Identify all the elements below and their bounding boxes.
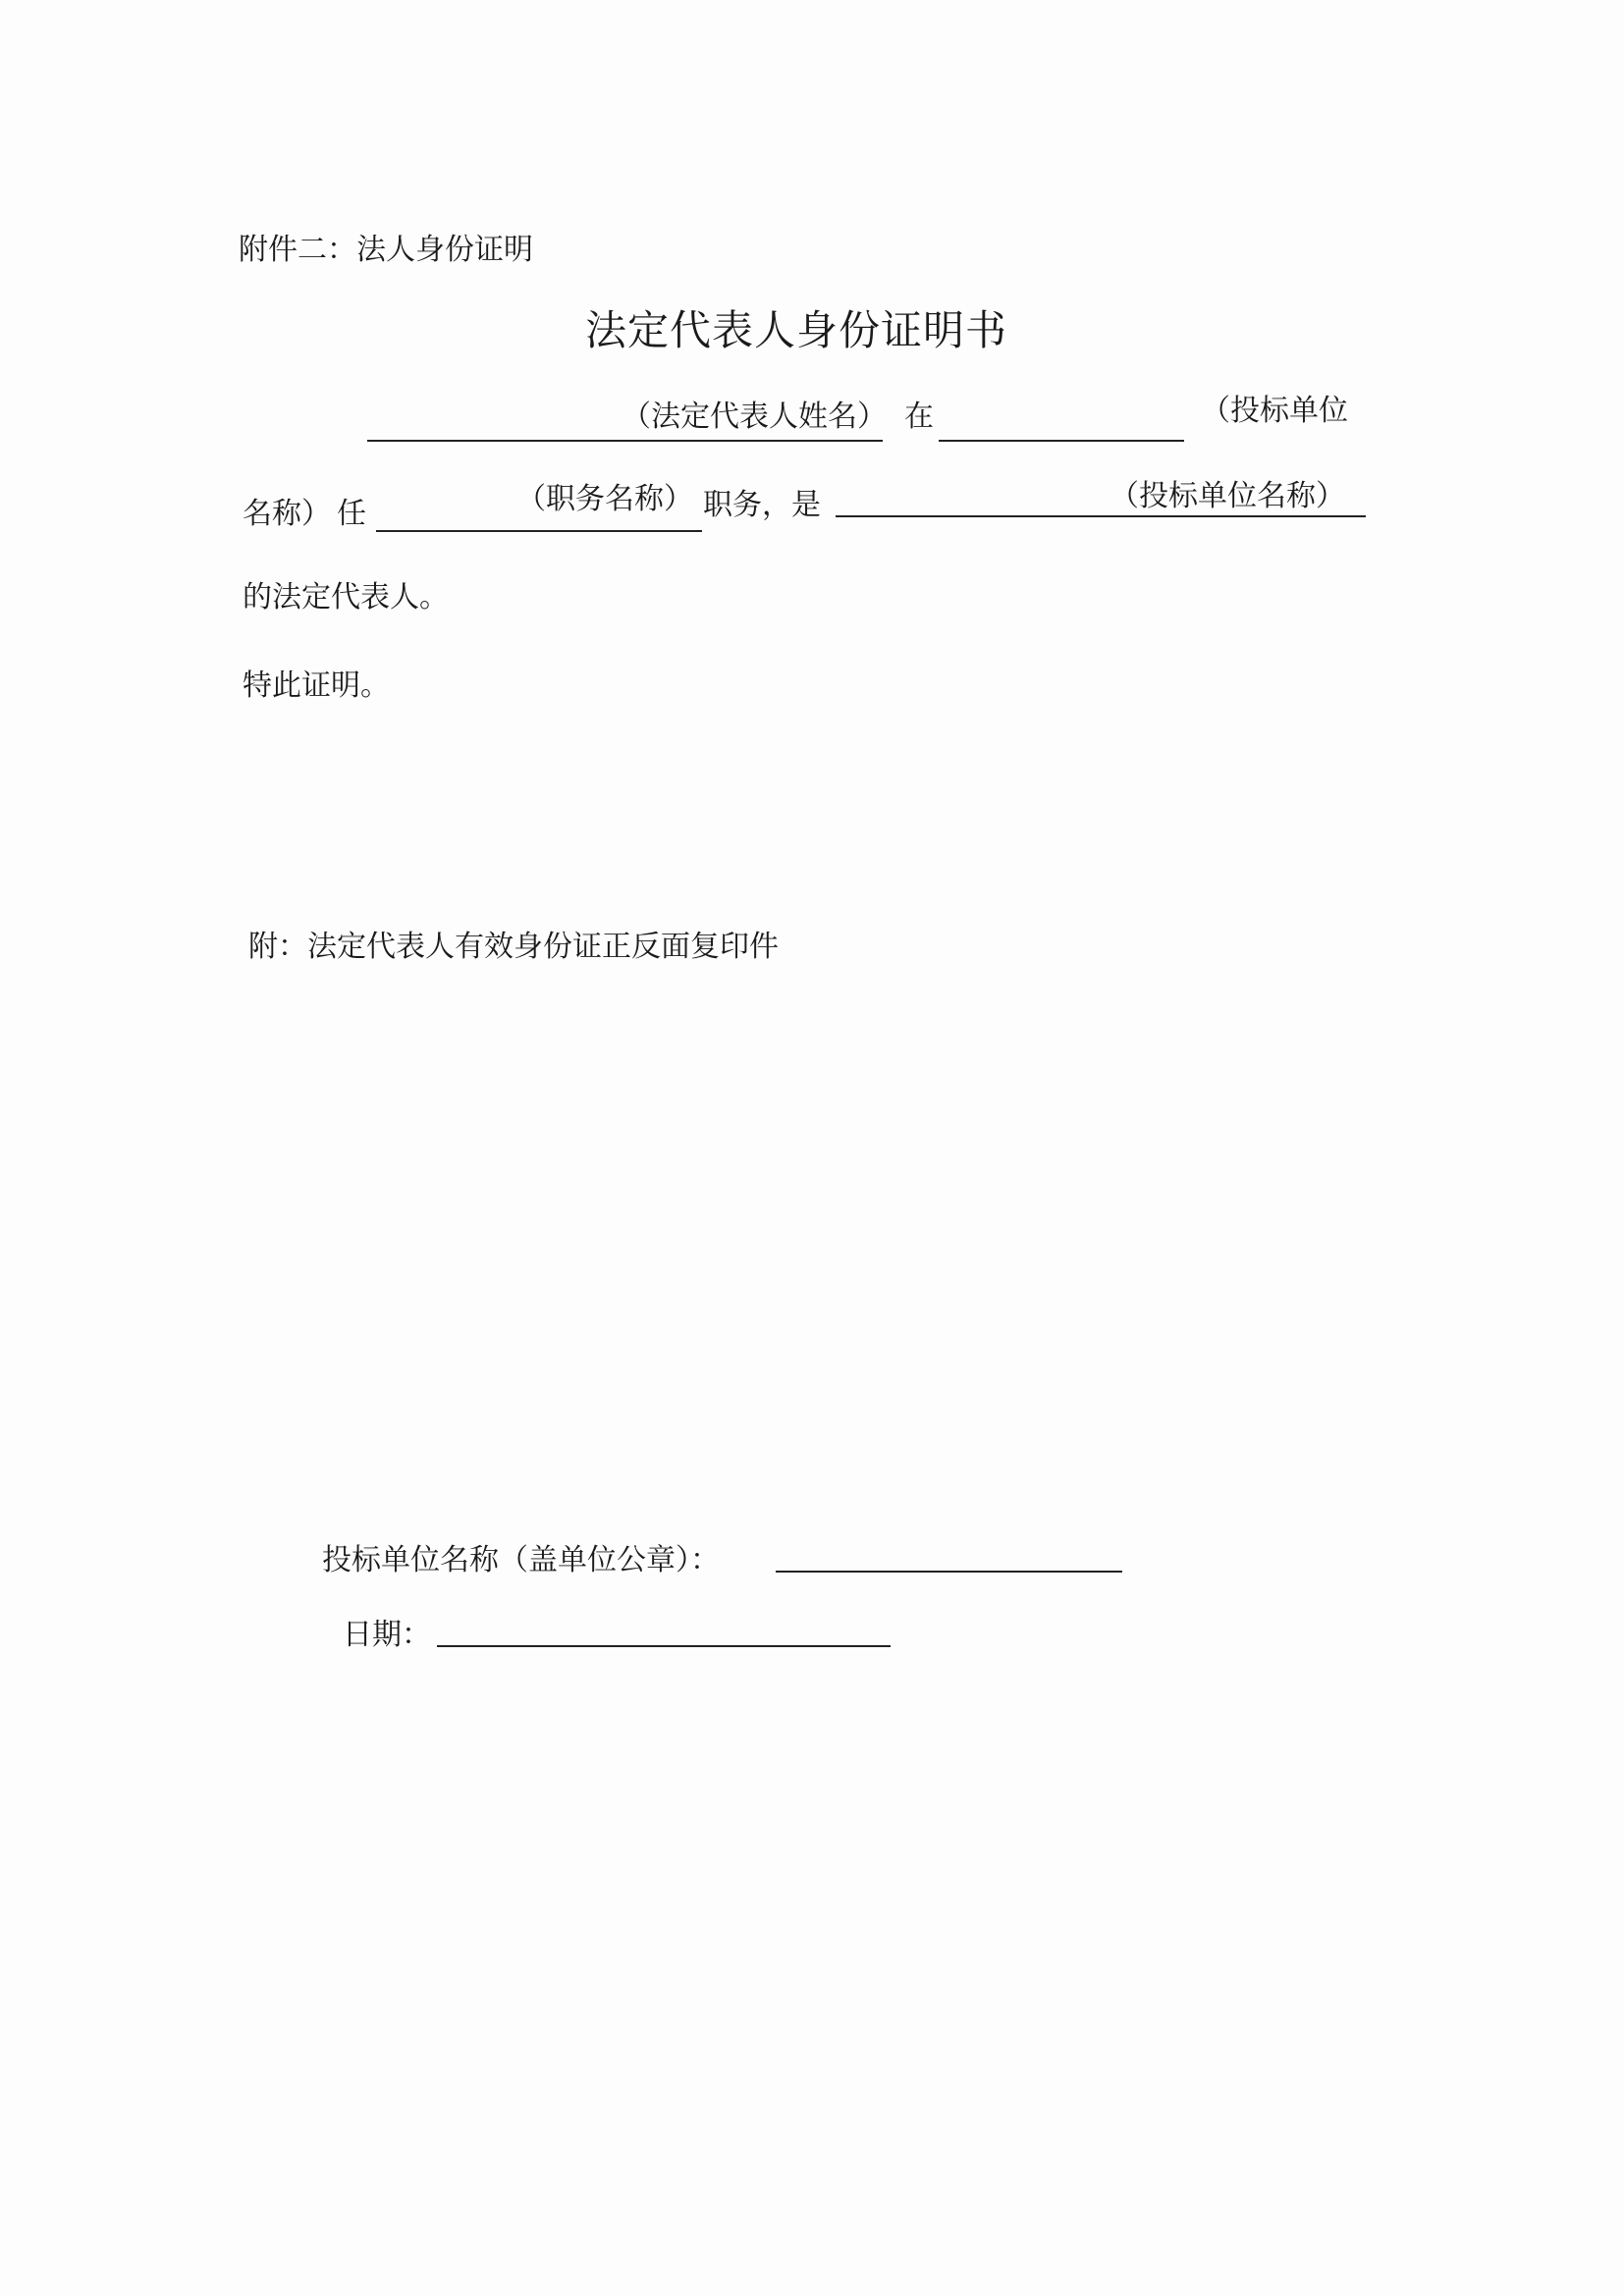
unit-seal-label: 投标单位名称（盖单位公章）： <box>322 1543 720 1577</box>
unit-blank-line-1 <box>939 440 1184 442</box>
date-line <box>437 1645 891 1647</box>
unit-hint-b: 名称） <box>243 497 331 531</box>
name-blank-line <box>367 440 883 442</box>
unit-hint: （投标单位名称） <box>1110 479 1345 513</box>
hold-text: 任 <box>337 497 366 531</box>
attachment-heading: 附件二：法人身份证明 <box>239 233 533 267</box>
certify-text: 特此证明。 <box>243 668 390 703</box>
at-text: 在 <box>904 400 934 434</box>
representative-text: 的法定代表人。 <box>243 580 449 614</box>
name-hint: （法定代表人姓名） <box>622 400 887 434</box>
unit-hint-a: （投标单位 <box>1201 394 1348 428</box>
page-title: 法定代表人身份证明书 <box>585 306 1008 354</box>
post-blank-line <box>376 530 702 532</box>
post-suffix: 职务，是 <box>703 488 821 522</box>
post-hint: （职务名称） <box>516 482 693 516</box>
unit-blank-line-2 <box>836 515 1366 517</box>
unit-seal-line <box>776 1571 1122 1573</box>
attachment-note: 附：法定代表人有效身份证正反面复印件 <box>248 930 779 964</box>
date-label: 日期： <box>343 1618 431 1652</box>
